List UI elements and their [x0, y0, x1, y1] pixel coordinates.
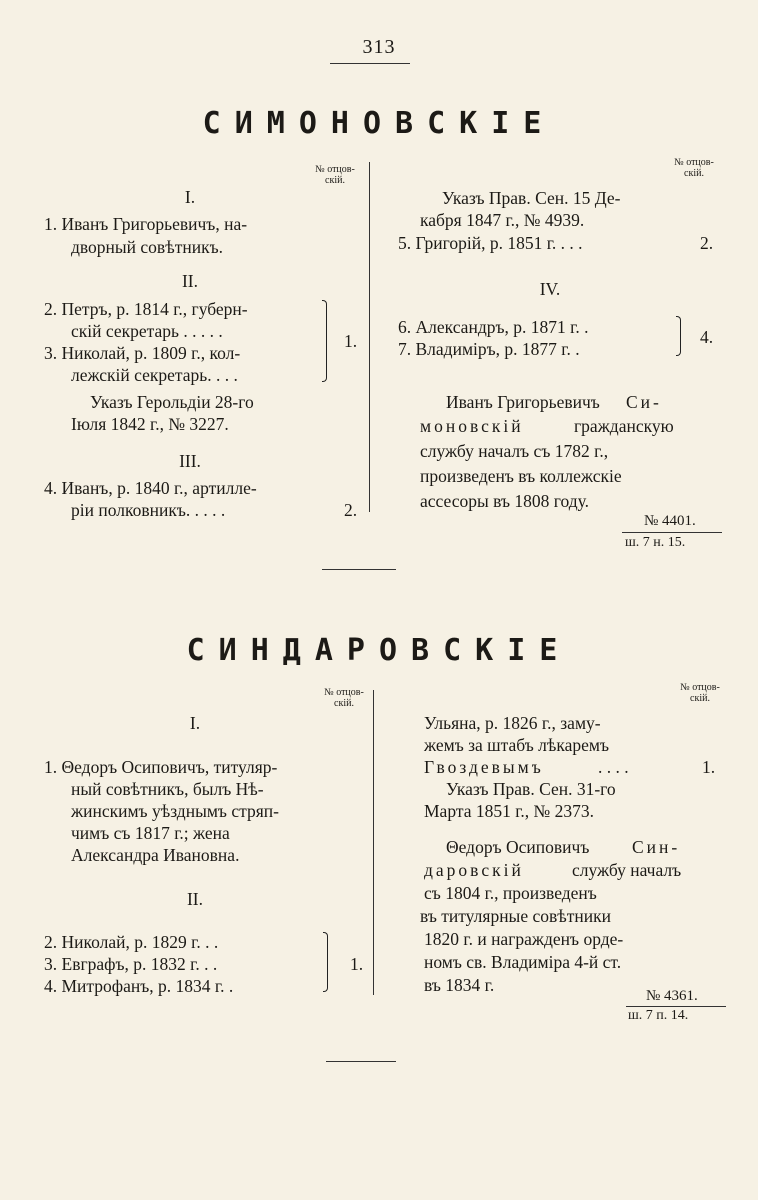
- s1-ref-rule: [622, 532, 722, 533]
- s2-item1-line4: чимъ съ 1817 г.; жена: [71, 823, 230, 843]
- s1-note-line1b: Си-: [626, 392, 662, 412]
- s2-note-line6: номъ св. Владиміра 4-й ст.: [424, 952, 622, 972]
- s1-group4-number: 4.: [700, 327, 714, 347]
- s2-item4: 4. Митрофанъ, р. 1834 г. .: [44, 976, 234, 996]
- s1-group2-number: 1.: [344, 331, 358, 351]
- col-header-line: № отцов-: [324, 687, 364, 698]
- s1-note-line2b: гражданскую: [574, 416, 674, 436]
- s2-column-divider: [373, 690, 374, 995]
- s1-note-line2a: моновскій: [420, 416, 524, 436]
- s1-item1-line1: 1. Иванъ Григорьевичъ, на-: [44, 214, 248, 234]
- s1-item2-line1: 2. Петръ, р. 1814 г., губерн-: [44, 299, 248, 319]
- s1-item2-line2: скій секретарь . . . . .: [71, 321, 223, 341]
- s1-left-col-header: [305, 164, 365, 186]
- section2-title: СИНДАРОВСКІЕ: [186, 633, 572, 668]
- s2-right-line3-number: 1.: [702, 757, 716, 777]
- s2-right-col-header: [670, 682, 730, 704]
- s1-note-line3: службу началъ съ 1782 г.,: [420, 441, 609, 461]
- s1-right-decree-line2: кабря 1847 г., № 4939.: [420, 210, 585, 230]
- s2-note-line2b: службу началъ: [572, 860, 682, 880]
- section1-title: СИМОНОВСКІЕ: [202, 106, 556, 141]
- s2-note-line2a: даровскій: [424, 860, 524, 880]
- bottom-divider: [326, 1061, 396, 1062]
- s2-ref-rule: [626, 1006, 726, 1007]
- s2-note-line3: съ 1804 г., произведенъ: [424, 883, 597, 903]
- s2-group2-number: 1.: [350, 954, 364, 974]
- col-header-line: скій.: [334, 698, 354, 709]
- s1-gen4-heading: IV.: [539, 279, 561, 299]
- s2-ref-number: № 4361.: [646, 988, 698, 1004]
- s1-note-line1a: Иванъ Григорьевичъ: [446, 392, 600, 412]
- s1-item1-line2: дворный совѣтникъ.: [71, 237, 223, 257]
- s1-item5-number: 2.: [700, 233, 714, 253]
- s1-item4-line1: 4. Иванъ, р. 1840 г., артилле-: [44, 478, 257, 498]
- s1-note-line4: произведенъ въ коллежскіе: [420, 466, 622, 486]
- s1-item6: 6. Александръ, р. 1871 г. .: [398, 317, 589, 337]
- s2-right-line2: жемъ за штабъ лѣкаремъ: [424, 735, 610, 755]
- s1-gen2-heading: II.: [181, 271, 199, 291]
- s1-decree-line2: Іюля 1842 г., № 3227.: [71, 414, 229, 434]
- col-header-line: № отцов-: [315, 164, 355, 175]
- s2-item1-line2: ный совѣтникъ, былъ Нѣ-: [71, 779, 264, 799]
- col-header-line: скій.: [325, 175, 345, 186]
- s1-item4-line2: ріи полковникъ. . . . .: [71, 500, 226, 520]
- s2-note-line1b: Син-: [632, 837, 681, 857]
- s2-note-line5: 1820 г. и награжденъ орде-: [424, 929, 624, 949]
- col-header-line: № отцов-: [674, 157, 714, 168]
- s2-right-line1: Ульяна, р. 1826 г., заму-: [424, 713, 601, 733]
- s2-gen2-heading: II.: [186, 889, 204, 909]
- s1-item5: 5. Григорій, р. 1851 г. . . .: [398, 233, 583, 253]
- s2-item1-line3: жинскимъ уѣзднымъ стряп-: [71, 801, 279, 821]
- s1-note-line5: ассесоры въ 1808 году.: [420, 491, 590, 511]
- s2-right-line3b: . . . .: [598, 757, 629, 777]
- s1-gen3-heading: III.: [179, 451, 201, 471]
- col-header-line: скій.: [684, 168, 704, 179]
- s1-right-col-header: [664, 157, 724, 179]
- s1-group4-brace: [676, 316, 681, 356]
- s2-note-line4: въ титулярные совѣтники: [420, 906, 611, 926]
- s2-group2-brace: [323, 932, 328, 992]
- s2-item2: 2. Николай, р. 1829 г. . .: [44, 932, 219, 952]
- s1-ref-location: ш. 7 н. 15.: [625, 535, 686, 550]
- s1-item4-number: 2.: [344, 500, 358, 520]
- s1-item3-line1: 3. Николай, р. 1809 г., кол-: [44, 343, 241, 363]
- s1-group2-brace: [322, 300, 327, 382]
- s1-item7: 7. Владиміръ, р. 1877 г. .: [398, 339, 580, 359]
- s2-right-decree-line2: Марта 1851 г., № 2373.: [424, 801, 595, 821]
- page-number: 313: [362, 36, 396, 58]
- col-header-line: скій.: [690, 693, 710, 704]
- s2-left-col-header: [314, 687, 374, 709]
- section-divider: [322, 569, 396, 570]
- s1-column-divider: [369, 162, 370, 512]
- header-rule: [330, 63, 410, 64]
- s2-right-decree-line1: Указъ Прав. Сен. 31-го: [446, 779, 616, 799]
- s1-item3-line2: лежскій секретарь. . . .: [71, 365, 238, 385]
- s2-ref-location: ш. 7 п. 14.: [628, 1008, 689, 1023]
- s1-decree-line1: Указъ Герольдіи 28-го: [90, 392, 254, 412]
- s1-ref-number: № 4401.: [644, 513, 696, 529]
- s2-note-line7: въ 1834 г.: [424, 975, 495, 995]
- s1-gen1-heading: I.: [184, 187, 196, 207]
- s2-item1-line1: 1. Θедоръ Осиповичъ, титуляр-: [44, 757, 278, 777]
- s1-right-decree-line1: Указъ Прав. Сен. 15 Де-: [442, 188, 621, 208]
- s2-note-line1a: Θедоръ Осиповичъ: [446, 837, 590, 857]
- s2-gen1-heading: I.: [189, 713, 201, 733]
- s2-item1-line5: Александра Ивановна.: [71, 845, 240, 865]
- s2-item3: 3. Евграфъ, р. 1832 г. . .: [44, 954, 218, 974]
- s2-right-line3a: Гвоздевымъ: [424, 757, 544, 777]
- col-header-line: № отцов-: [680, 682, 720, 693]
